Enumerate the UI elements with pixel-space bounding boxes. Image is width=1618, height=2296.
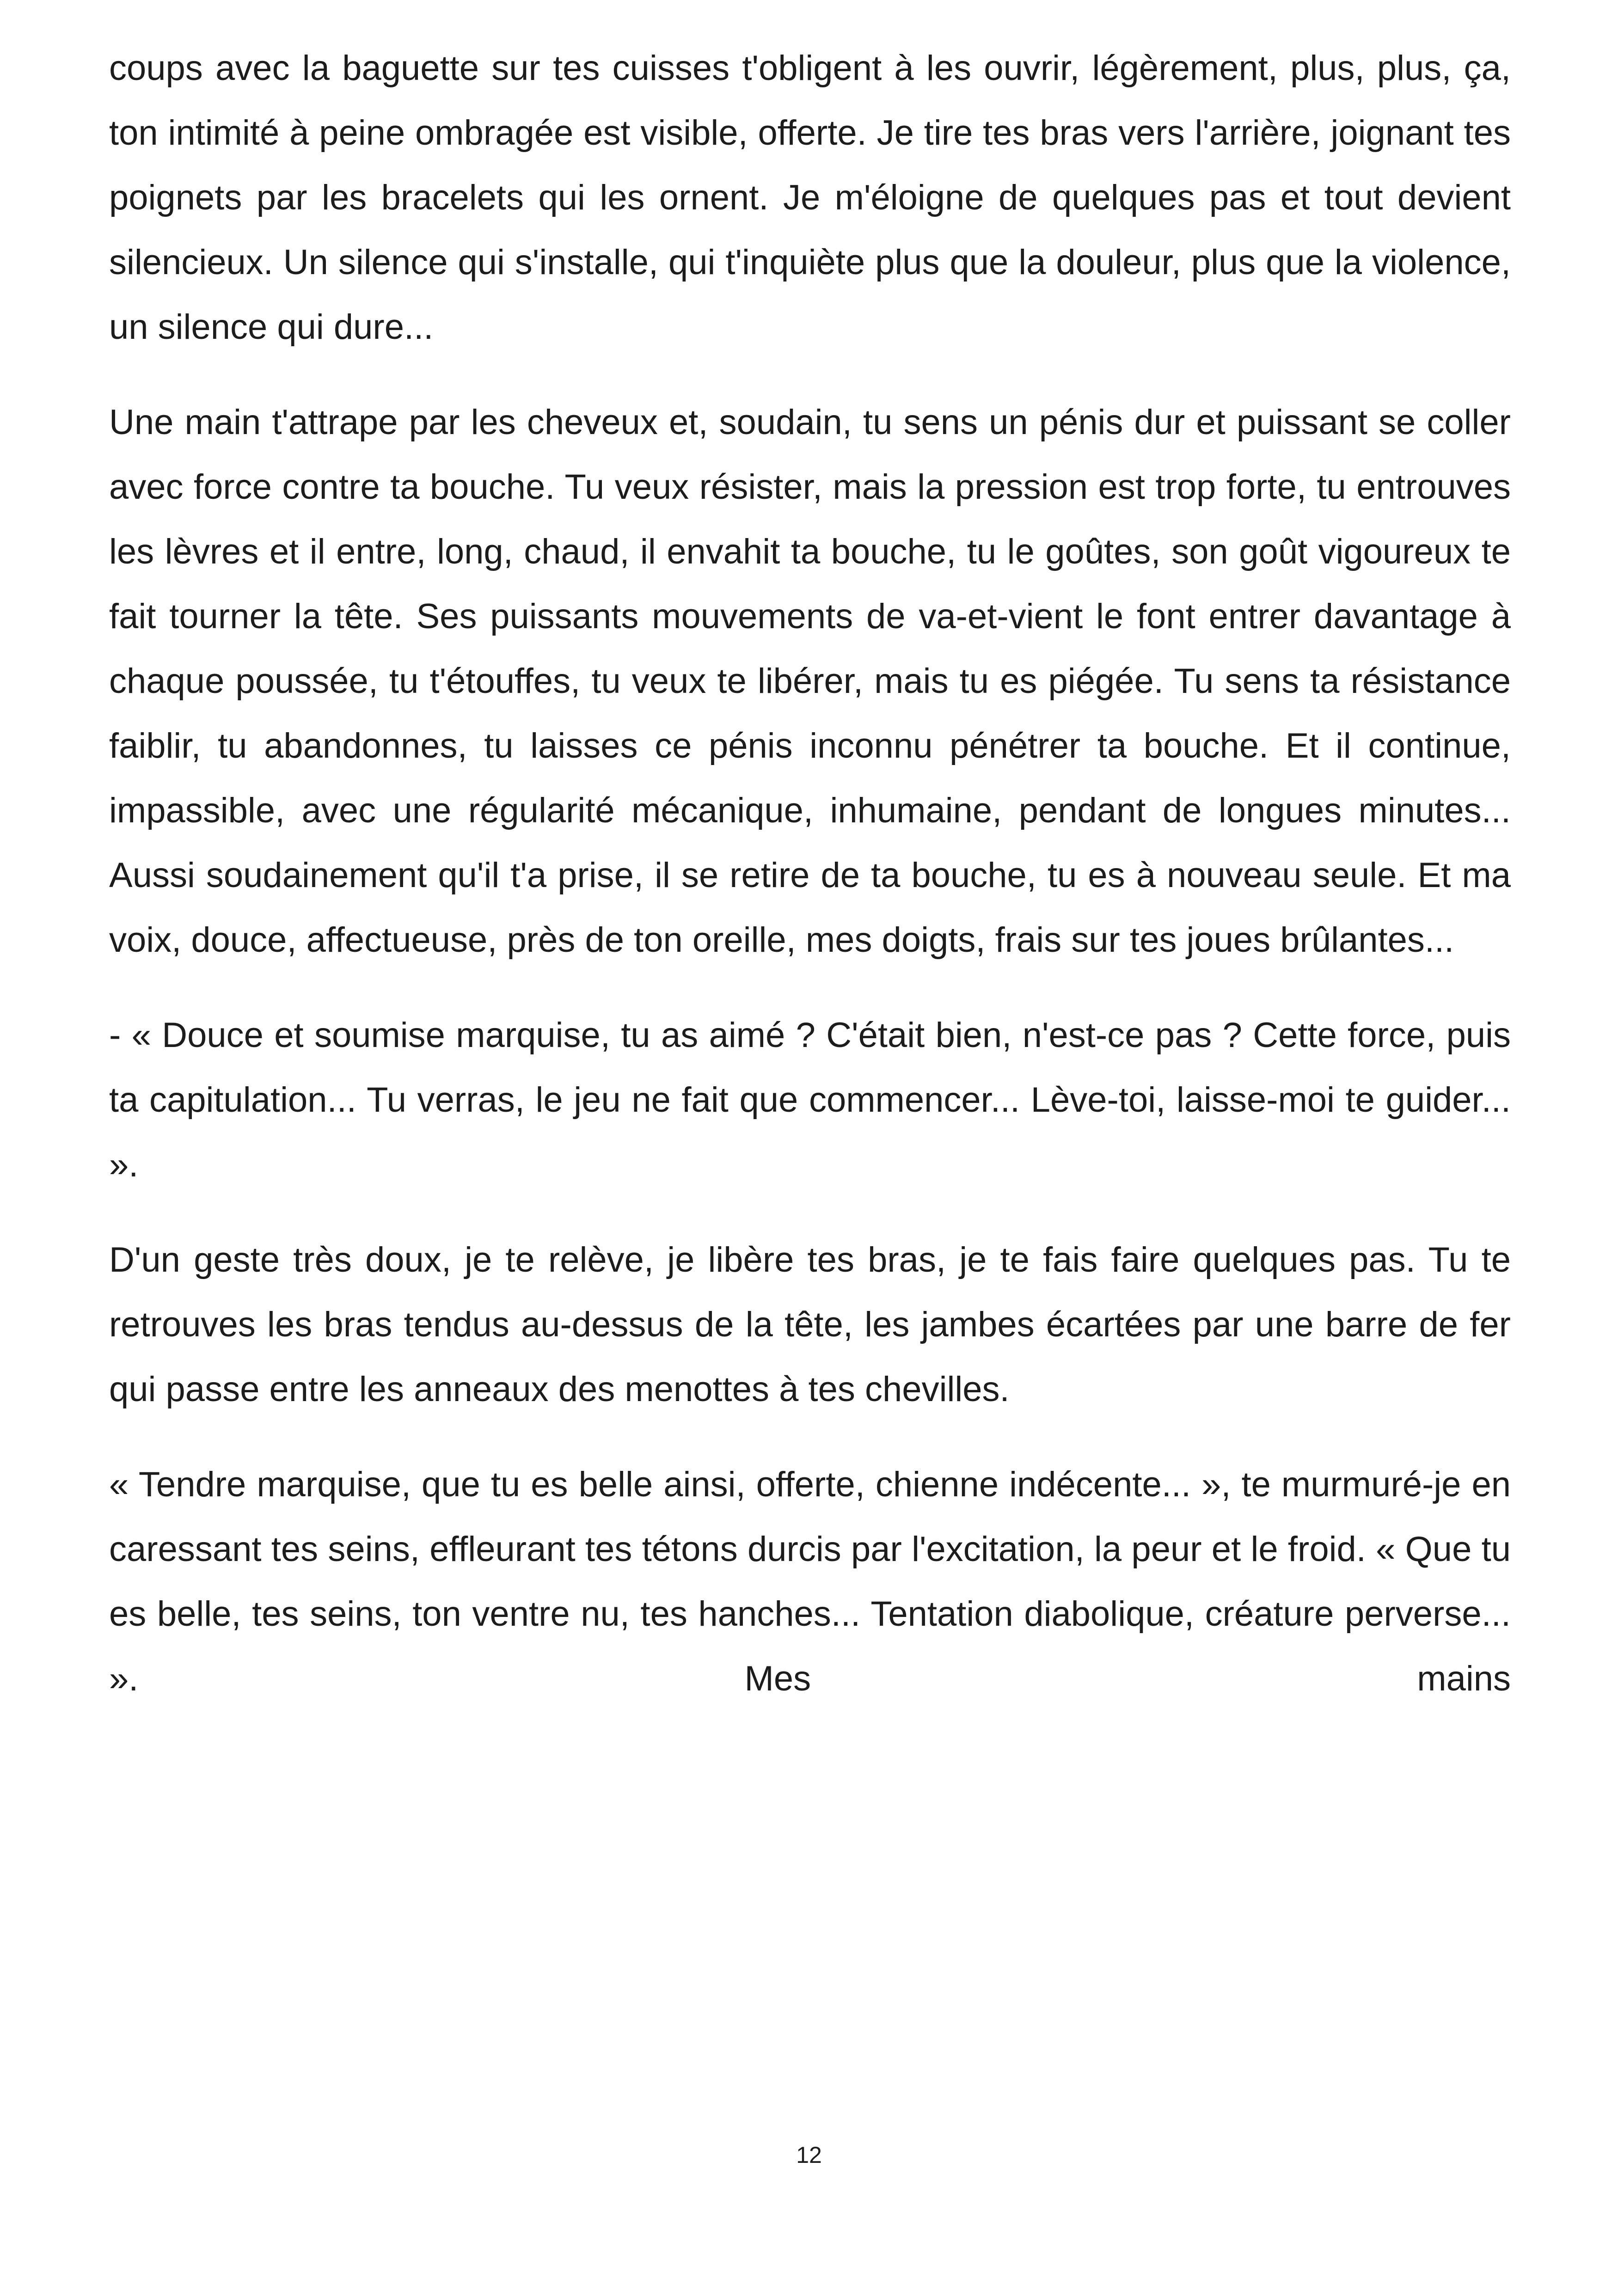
page-number: 12 xyxy=(796,2142,822,2168)
paragraph-3: - « Douce et soumise marquise, tu as aimé ? C'était bien, n'est-ce pas ? Cette force, puis ta capitulation... Tu verras, le jeu ne fait que commencer... Lève-toi, laisse-moi te guider... ». xyxy=(109,1016,1511,1184)
paragraph-2: Une main t'attrape par les cheveux et, soudain, tu sens un pénis dur et puissant se coller avec force contre ta bouche. Tu veux résister, mais la pression est trop forte, tu entrouves les lèvres et il entre, long, chaud, il envahit ta bouche, tu le goûtes, son goût vigoureux te fait tourner la tête. Ses puissants mouvements de va-et-vient le font entrer davantage à chaque poussée, tu t'étouffes, tu veux te libérer, mais tu es piégée. Tu sens ta résistance faiblir, tu abandonnes, tu laisses ce pénis inconnu pénétrer ta bouche. Et il continue, impassible, avec une régularité mécanique, inhumaine, pendant de longues minutes... Aussi soudainement qu'il t'a prise, il se retire de ta bouche, tu es à nouveau seule. Et ma voix, douce, affectueuse, près de ton oreille, mes doigts, frais sur tes joues brûlantes... xyxy=(109,403,1511,960)
paragraph-4: D'un geste très doux, je te relève, je libère tes bras, je te fais faire quelques pas. Tu te retrouves les bras tendus au-dessus de la tête, les jambes écartées par une barre de fer qui passe entre les anneaux des menottes à tes chevilles. xyxy=(109,1240,1511,1409)
paragraph-1: coups avec la baguette sur tes cuisses t'obligent à les ouvrir, légèrement, plus, plus, ça, ton intimité à peine ombragée est visible, offerte. Je tire tes bras vers l'arrière, joignant tes poignets par les bracelets qui les ornent. Je m'éloigne de quelques pas et tout devient silencieux. Un silence qui s'installe, qui t'inquiète plus que la douleur, plus que la violence, un silence qui dure... xyxy=(109,49,1511,347)
paragraph-5: « Tendre marquise, que tu es belle ainsi, offerte, chienne indécente... », te murmuré-je en caressant tes seins, effleurant tes tétons durcis par l'excitation, la peur et le froid. « Que tu es belle, tes seins, ton ventre nu, tes hanches... Tentation diabolique, créature perverse... ». Mes mains xyxy=(109,1465,1511,1698)
body-text xyxy=(109,36,1511,1711)
